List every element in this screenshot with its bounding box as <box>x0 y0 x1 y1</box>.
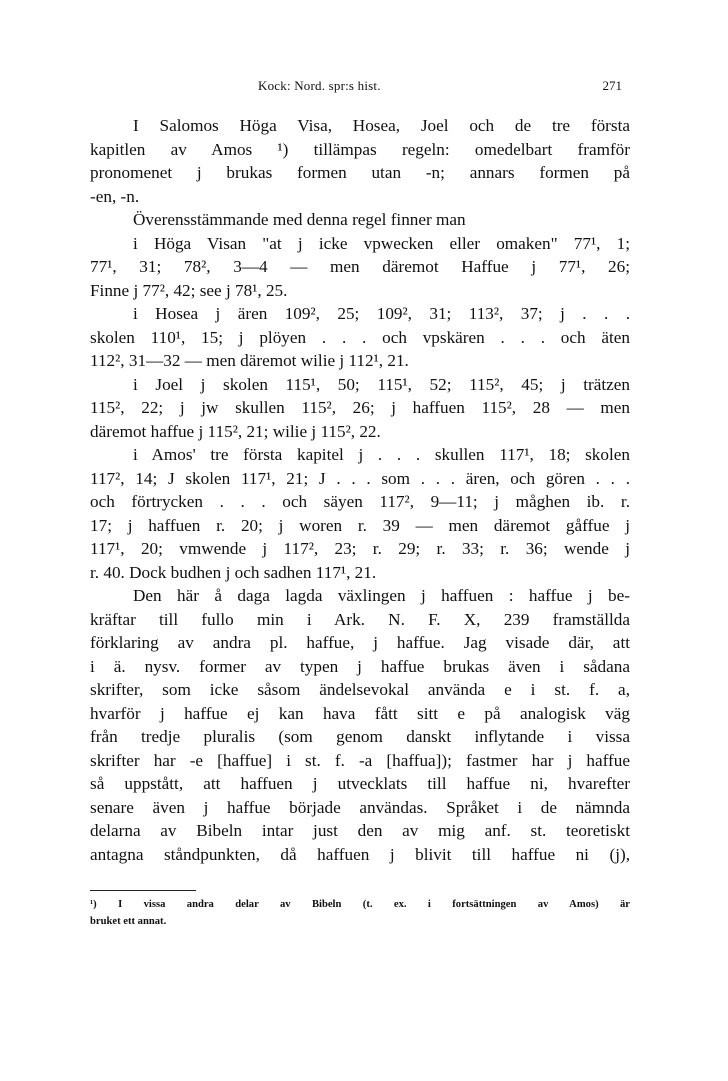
text-line: i Hosea j ären 109², 25; 109², 31; 113², 37; j . . . <box>133 304 630 323</box>
text-line: skolen 110¹, 15; j plöyen . . . och vpskären . . . och äten <box>90 327 630 347</box>
text-line: 17; j haffuen r. 20; j woren r. 39 — men däremot gåffue j <box>90 515 630 535</box>
footnote <box>90 896 630 930</box>
text-line: r. 40. Dock budhen j och sadhen 117¹, 21. <box>90 562 377 582</box>
footnote-line: ¹) I vissa andra delar av Bibeln (t. ex. i fortsättningen av Amos) är <box>90 899 630 910</box>
text-line: Finne j 77², 42; see j 78¹, 25. <box>90 280 288 300</box>
text-line: Överensstämmande med denna regel finner man <box>133 210 466 229</box>
text-line: skrifter, som icke såsom ändelsevokal använda e i st. f. a, <box>90 680 630 699</box>
text-line: däremot haffue j 115², 21; wilie j 115², 22. <box>90 421 381 441</box>
text-line: 115², 22; j jw skullen 115², 26; j haffuen 115², 28 — men <box>90 398 630 417</box>
body-text <box>90 114 630 866</box>
running-header <box>90 76 628 98</box>
text-line: 117², 14; J skolen 117¹, 21; J . . . som . . . ären, och gören . . . <box>90 468 630 488</box>
text-line: I Salomos Höga Visa, Hosea, Joel och de tre första <box>133 116 630 135</box>
text-line: Den här å daga lagda växlingen j haffuen : haffue j be- <box>133 586 630 605</box>
text-line: i Amos' tre första kapitel j . . . skullen 117¹, 18; skolen <box>133 445 630 464</box>
footnote-divider <box>90 890 196 891</box>
text-line: senare även j haffue började användas. Språket i de nämnda <box>90 797 630 817</box>
text-line: så uppstått, att haffuen j utvecklats till haffue ni, hvarefter <box>90 774 630 793</box>
text-line: 112², 31—32 — men däremot wilie j 112¹, 21. <box>90 351 409 370</box>
text-line: kapitlen av Amos ¹) tillämpas regeln: omedelbart framför <box>90 139 630 159</box>
text-line: skrifter har -e [haffue] i st. f. -a [haffua]); fastmer har j haffue <box>90 750 630 770</box>
text-line: förklaring av andra pl. haffue, j haffue. Jag visade där, att <box>90 633 630 652</box>
page-number: 271 <box>602 78 622 93</box>
text-line: delarna av Bibeln intar just den av mig anf. st. teoretiskt <box>90 821 630 840</box>
text-line: och förtrycken . . . och säyen 117², 9—11; j måghen ib. r. <box>90 492 630 511</box>
text-line: i Höga Visan "at j icke vpwecken eller omaken" 77¹, 1; <box>133 233 630 253</box>
text-line: från tredje pluralis (som genom danskt inflytande i vissa <box>90 727 630 746</box>
text-line: i Joel j skolen 115¹, 50; 115¹, 52; 115², 45; j trätzen <box>133 374 630 394</box>
text-line: pronomenet j brukas formen utan -n; annars formen på <box>90 163 630 182</box>
text-line: antagna ståndpunkten, då haffuen j blivit till haffue ni (j), <box>90 844 630 864</box>
footnote-line: bruket ett annat. <box>90 916 167 927</box>
text-line: 117¹, 20; vmwende j 117², 23; r. 29; r. 33; r. 36; wende j <box>90 539 630 558</box>
text-line: i ä. nysv. former av typen j haffue brukas även i sådana <box>90 656 630 676</box>
running-title: Kock: Nord. spr:s hist. <box>258 78 381 93</box>
text-line: -en, -n. <box>90 186 140 206</box>
text-line: kräftar till fullo min i Ark. N. F. X, 239 framställda <box>90 609 630 629</box>
text-line: hvarför j haffue ej kan hava fått sitt e på analogisk väg <box>90 703 630 723</box>
text-line: 77¹, 31; 78², 3—4 — men däremot Haffue j 77¹, 26; <box>90 257 630 276</box>
